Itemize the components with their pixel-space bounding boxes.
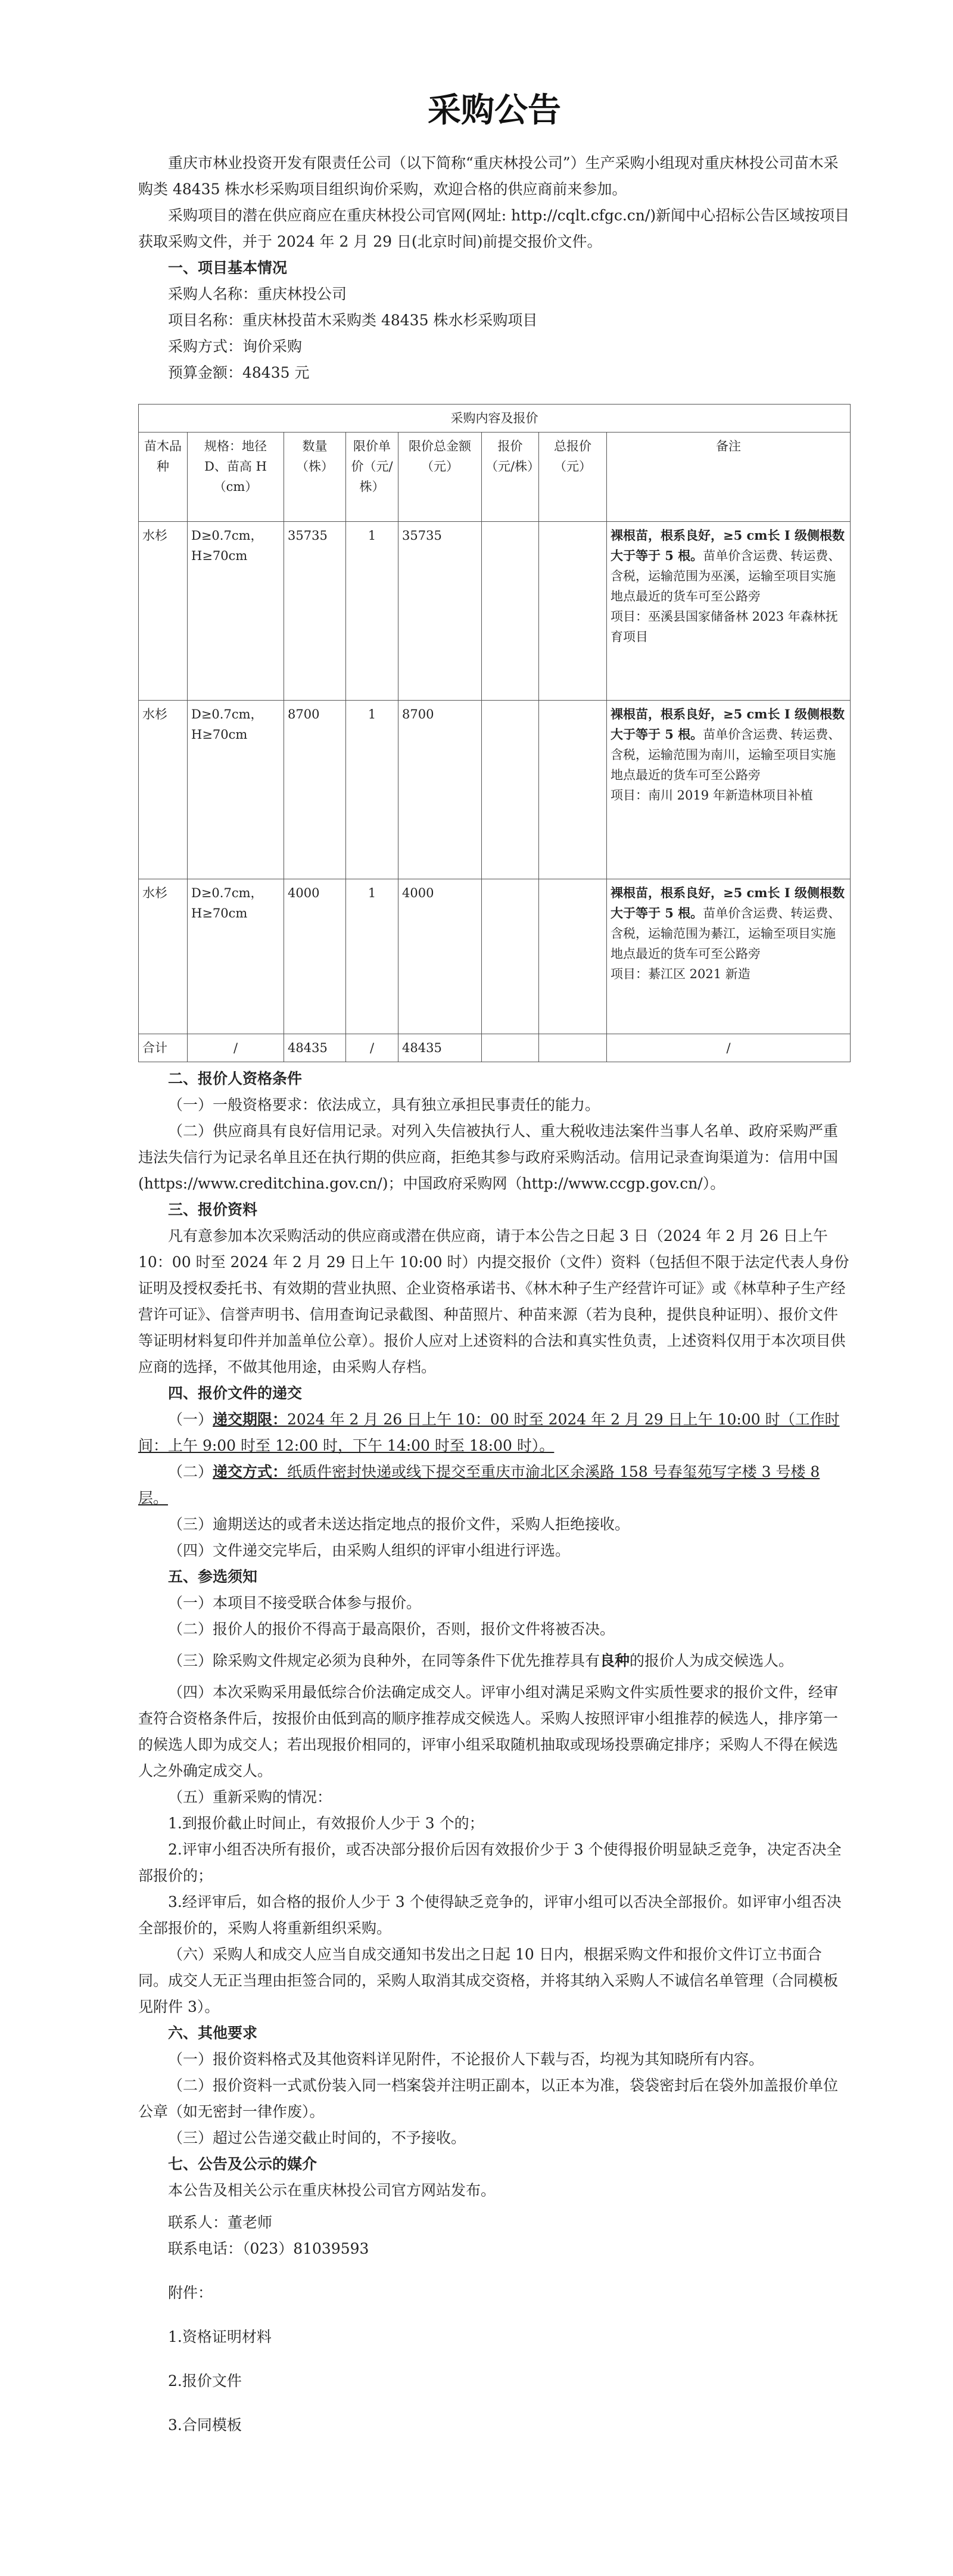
section5-paragraph-4: （四）本次采购采用最低综合价法确定成交人。评审小组对满足采购文件实质性要求的报价文件，经审查符合资格条件后，按报价由低到高的顺序推荐成交候选人。采购人按照评审小组推荐的候选人，排序第一的候选人即为成交人；若出现报价相同的，评审小组采取随机抽取或现场投票确定排序；采购人不得在候选人之外确定成交人。 [138, 1684, 839, 1779]
section7-paragraph-1: 本公告及相关公示在重庆林投公司官方网站发布。 [168, 2182, 496, 2199]
attachment-3: 3.合同模板 [168, 2416, 242, 2434]
method-label: 递交方式： [213, 1463, 288, 1480]
cell-qty: 8700 [284, 701, 346, 879]
cell-total: 35735 [398, 522, 482, 701]
deadline-label: 递交期限： [213, 1411, 288, 1428]
section7-heading: 七、公告及公示的媒介 [168, 2155, 317, 2173]
cell-qty: 35735 [284, 522, 346, 701]
section4-paragraph-3: （三）逾期送达的或者未送达指定地点的报价文件，采购人拒绝接收。 [168, 1516, 630, 1533]
cell-unit: 1 [346, 879, 398, 1034]
cell-note [607, 701, 851, 879]
section5-paragraph-5: （五）重新采购的情况： [168, 1788, 332, 1806]
note-bold: 裸根苗，根系良好，≥5 cm长 I 级侧根数大于等于 5 根。 [611, 707, 845, 742]
cell-quote-total [539, 701, 607, 879]
note-project: 项目：南川 2019 年新造林项目补植 [611, 788, 813, 802]
total-amount: 48435 [398, 1034, 482, 1062]
budget-amount: 预算金额：48435 元 [168, 364, 310, 381]
section5-item-3: 3.经评审后，如合格的报价人少于 3 个使得缺乏竞争的，评审小组可以否决全部报价。如评审小组否决全部报价的，采购人将重新组织采购。 [138, 1893, 842, 1937]
p3-part-b: 良种 [600, 1652, 630, 1669]
section5-paragraph-6: （六）采购人和成交人应当自成交通知书发出之日起 10 日内，根据采购文件和报价文件订立书面合同。成交人无正当理由拒签合同的，采购人取消其成交资格，并将其纳入采购人不诚信名单管理（合同模板见附件 3）。 [138, 1946, 839, 2015]
section6-paragraph-1: （一）报价资料格式及其他资料详见附件，不论报价人下载与否，均视为其知晓所有内容。 [168, 2051, 764, 2068]
cell-species: 水杉 [139, 879, 188, 1034]
section6-paragraph-3: （三）超过公告递交截止时间的，不予接收。 [168, 2129, 466, 2146]
section5-item-1: 1.到报价截止时间止，有效报价人少于 3 个的； [168, 1815, 484, 1832]
section5-item-2: 2.评审小组否决所有报价，或否决部分报价后因有效报价少于 3 个使得报价明显缺乏竞争，决定否决全部报价的； [138, 1841, 842, 1884]
table-row [139, 522, 851, 701]
header-quote-total: 总报价（元） [539, 433, 607, 522]
cell-quote-total [539, 522, 607, 701]
section4-paragraph-4: （四）文件递交完毕后，由采购人组织的评审小组进行评选。 [168, 1542, 571, 1559]
method-text: 纸质件密封快递或线下提交至重庆市渝北区余溪路 158 号春玺苑写字楼 3 号楼 8 层。 [138, 1463, 820, 1507]
table-total-row [139, 1034, 851, 1062]
deadline-prefix: （一） [168, 1411, 213, 1428]
note-bold: 裸根苗，根系良好，≥5 cm长 I 级侧根数大于等于 5 根。 [611, 885, 845, 920]
p3-part-c: 的报价人为成交候选人。 [630, 1652, 794, 1669]
cell-quote-unit [482, 879, 539, 1034]
attachments-label: 附件： [168, 2284, 213, 2301]
header-quote-unit: 报价（元/株） [482, 433, 539, 522]
method-prefix: （二） [168, 1463, 213, 1480]
deadline-text: 2024 年 2 月 26 日上午 10：00 时至 2024 年 2 月 29 日上午 10:00 时（工作时间：上午 9:00 时至 12:00 时，下午 14:00 时至 18:00 时）。 [138, 1411, 840, 1454]
section4-paragraph-1 [138, 1407, 851, 1459]
header-qty: 数量（株） [284, 433, 346, 522]
cell-note [607, 522, 851, 701]
table-row [139, 701, 851, 879]
intro-paragraph-2: 采购项目的潜在供应商应在重庆林投公司官网(网址: http://cqlt.cfgc.cn/)新闻中心招标公告区域按项目获取采购文件，并于 2024 年 2 月 29 日(北京时间)前提交报价文件。 [138, 207, 850, 250]
cell-quote-unit [482, 701, 539, 879]
section5-paragraph-3 [138, 1642, 851, 1679]
attachment-1: 1.资格证明材料 [168, 2328, 272, 2345]
project-name: 项目名称：重庆林投苗木采购类 48435 株水杉采购项目 [168, 312, 538, 329]
section2-heading: 二、报价人资格条件 [168, 1070, 303, 1087]
total-quote-unit [482, 1034, 539, 1062]
intro-paragraph-1: 重庆市林业投资开发有限责任公司（以下简称“重庆林投公司”）生产采购小组现对重庆林投公司苗木采购类 48435 株水杉采购项目组织询价采购，欢迎合格的供应商前来参加。 [138, 154, 839, 198]
total-unit: / [346, 1034, 398, 1062]
procurement-method: 采购方式：询价采购 [168, 338, 303, 355]
section4-heading: 四、报价文件的递交 [168, 1385, 303, 1402]
note-project: 项目：巫溪县国家储备林 2023 年森林抚育项目 [611, 609, 838, 644]
cell-note [607, 879, 851, 1034]
contact-person: 联系人：董老师 [168, 2214, 273, 2231]
cell-species: 水杉 [139, 701, 188, 879]
cell-quote-total [539, 879, 607, 1034]
total-note: / [607, 1034, 851, 1062]
note-text: 苗单价含运费、转运费、含税，运输范围为南川，运输至项目实施地点最近的货车可至公路旁 [611, 727, 841, 782]
total-quote-total [539, 1034, 607, 1062]
table-caption: 采购内容及报价 [139, 405, 851, 433]
section2-paragraph-1: （一）一般资格要求：依法成立，具有独立承担民事责任的能力。 [168, 1096, 600, 1113]
header-spec: 规格：地径 D、苗高 H（cm） [188, 433, 284, 522]
section2-paragraph-2: （二）供应商具有良好信用记录。对列入失信被执行人、重大税收违法案件当事人名单、政府采购严重违法失信行为记录名单且还在执行期的供应商，拒绝其参与政府采购活动。信用记录查询渠道为：信用中国(https://www.creditchina.gov.cn/)；中国政府采购网（http://www.ccgp.gov.cn/）。 [138, 1122, 839, 1192]
procurement-table [138, 404, 851, 1062]
total-label: 合计 [139, 1034, 188, 1062]
note-text: 苗单价含运费、转运费、含税，运输范围为綦江，运输至项目实施地点最近的货车可至公路旁 [611, 906, 841, 961]
section5-paragraph-2: （二）报价人的报价不得高于最高限价，否则，报价文件将被否决。 [168, 1620, 615, 1638]
document [138, 0, 851, 2438]
section3-paragraph-1: 凡有意参加本次采购活动的供应商或潜在供应商，请于本公告之日起 3 日（2024 年 2 月 26 日上午 10：00 时至 2024 年 2 月 29 日上午 10:00 时）内提交报价（文件）资料（包括但不限于法定代表人身份证明及授权委托书、有效期的营业执照、企业资格承诺书、《林木种子生产经营许可证》或《林草种子生产经营许可证》、信誉声明书、信用查询记录截图、种苗照片、种苗来源（若为良种，提供良种证明）、报价文件等证明材料复印件并加盖单位公章）。报价人应对上述资料的合法和真实性负责，上述资料仅用于本次项目供应商的选择，不做其他用途，由采购人存档。 [138, 1227, 849, 1376]
cell-unit: 1 [346, 701, 398, 879]
section6-heading: 六、其他要求 [168, 2024, 258, 2042]
note-project: 项目：綦江区 2021 新造 [611, 967, 750, 981]
section5-paragraph-1: （一）本项目不接受联合体参与报价。 [168, 1594, 422, 1611]
note-text: 苗单价含运费、转运费、含税，运输范围为巫溪，运输至项目实施地点最近的货车可至公路旁 [611, 549, 841, 603]
section4-paragraph-2 [138, 1459, 851, 1511]
section3-heading: 三、报价资料 [168, 1201, 258, 1218]
cell-quote-unit [482, 522, 539, 701]
table-row [139, 879, 851, 1034]
cell-spec: D≥0.7cm，H≥70cm [188, 701, 284, 879]
section1-heading: 一、项目基本情况 [168, 259, 288, 276]
cell-species: 水杉 [139, 522, 188, 701]
cell-unit: 1 [346, 522, 398, 701]
buyer-name: 采购人名称：重庆林投公司 [168, 285, 347, 303]
contact-phone: 联系电话：（023）81039593 [168, 2240, 369, 2257]
cell-total: 4000 [398, 879, 482, 1034]
cell-total: 8700 [398, 701, 482, 879]
header-species: 苗木品种 [139, 433, 188, 522]
page-title: 采购公告 [428, 91, 561, 130]
cell-spec: D≥0.7cm，H≥70cm [188, 522, 284, 701]
section5-heading: 五、参选须知 [168, 1568, 258, 1585]
section6-paragraph-2: （二）报价资料一式贰份装入同一档案袋并注明正副本，以正本为准，袋袋密封后在袋外加盖报价单位公章（如无密封一律作废）。 [138, 2077, 839, 2120]
cell-qty: 4000 [284, 879, 346, 1034]
note-bold: 裸根苗，根系良好，≥5 cm长 I 级侧根数大于等于 5 根。 [611, 528, 845, 563]
total-spec: / [188, 1034, 284, 1062]
header-total-limit: 限价总金额（元） [398, 433, 482, 522]
header-note: 备注 [607, 433, 851, 522]
attachment-2: 2.报价文件 [168, 2372, 242, 2390]
p3-part-a: （三）除采购文件规定必须为良种外，在同等条件下优先推荐具有 [168, 1652, 600, 1669]
header-unit-limit: 限价单价（元/株） [346, 433, 398, 522]
cell-spec: D≥0.7cm，H≥70cm [188, 879, 284, 1034]
total-qty: 48435 [284, 1034, 346, 1062]
